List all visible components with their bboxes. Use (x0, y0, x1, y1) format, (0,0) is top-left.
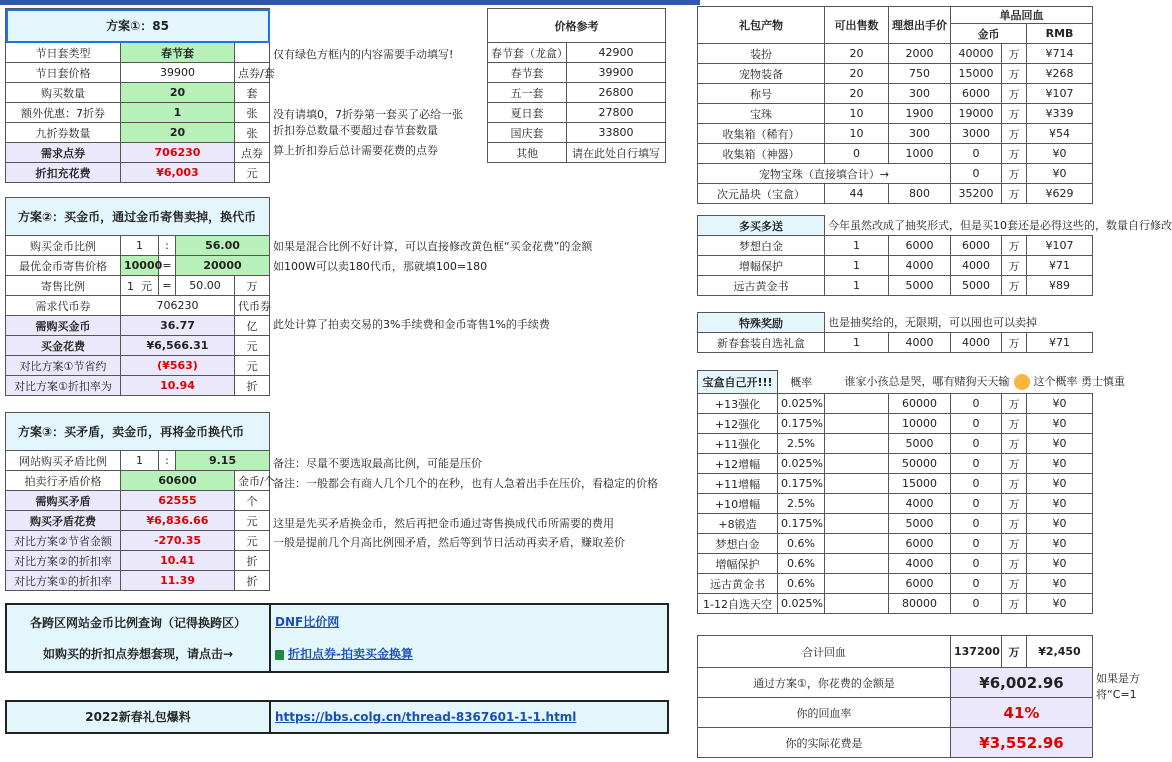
lottery-gold[interactable]: 0 (951, 554, 1002, 574)
price-ref-table (487, 8, 666, 163)
lottery-name: +10增幅 (698, 494, 778, 514)
unit: 万 (1002, 514, 1027, 534)
convert-link-wrap[interactable] (275, 645, 413, 662)
lottery-rmb: ¥0 (1027, 474, 1093, 494)
plan2-save-value: (¥563) (121, 356, 235, 376)
unit: 万 (1002, 276, 1027, 296)
plan3-disc2-label: 对比方案②的折扣率 (6, 551, 121, 571)
summary-table (697, 635, 1093, 758)
lottery-price[interactable]: 6000 (889, 534, 951, 554)
lottery-prob: 0.175% (778, 514, 825, 534)
special-gold: 4000 (951, 333, 1002, 353)
product-price[interactable]: 300 (889, 124, 951, 144)
plan3-ratio-input[interactable]: 9.15 (176, 451, 270, 471)
lottery-price[interactable]: 60000 (889, 394, 951, 414)
price-ref-name: 春节套（龙盒） (488, 43, 567, 63)
news-box (5, 700, 669, 734)
plan1-note-3: 折扣券总数量不要超过春节套数量 (273, 124, 438, 137)
plan2-note-1: 如果是混合比例不好计算，可以直接修改黄色框“买金花费”的金额 (273, 240, 593, 253)
lottery-prob: 0.025% (778, 454, 825, 474)
plan2-coupon-value: 706230 (121, 296, 235, 316)
plan2-save-label: 对比方案①节省约 (6, 356, 121, 376)
product-name: 收集箱（稀有） (698, 124, 825, 144)
plan1-90-label: 九折券数量 (6, 123, 121, 143)
price-ref-price: 26800 (567, 83, 666, 103)
multibuy-gold: 5000 (951, 276, 1002, 296)
lottery-prob: 0.6% (778, 574, 825, 594)
unit: 个 (235, 491, 270, 511)
unit: 元 (141, 279, 152, 293)
multibuy-name: 梦想白金 (698, 236, 825, 256)
unit: 万 (1002, 474, 1027, 494)
price-ref-price: 39900 (567, 63, 666, 83)
lottery-rmb: ¥0 (1027, 534, 1093, 554)
plan3-disc2-value: 10.41 (121, 551, 235, 571)
unit: 万 (1002, 124, 1027, 144)
summary-spend-label: 通过方案①，你花费的金额是 (698, 668, 951, 698)
product-gold: 40000 (951, 44, 1002, 64)
special-price[interactable]: 4000 (889, 333, 951, 353)
product-rmb: ¥339 (1027, 104, 1093, 124)
unit: 点券/套 (235, 63, 270, 83)
lottery-gold[interactable]: 0 (951, 594, 1002, 614)
lottery-prob-label: 概率 (790, 375, 813, 389)
plan2-best-label: 最优金币寄售价格 (6, 256, 121, 276)
product-gold: 6000 (951, 84, 1002, 104)
unit: 万 (1002, 494, 1027, 514)
unit: 元 (235, 356, 270, 376)
products-header-count: 可出售数 (825, 7, 889, 44)
lottery-name: +13强化 (698, 394, 778, 414)
plan3-disc1-label: 对比方案①的折扣率 (6, 571, 121, 591)
dnf-price-link[interactable]: DNF比价网 (275, 615, 340, 629)
unit: 亿 (235, 316, 270, 336)
plan2-gold-label: 需购买金币 (6, 316, 121, 336)
products-table (697, 6, 1093, 204)
product-price[interactable]: 1900 (889, 104, 951, 124)
pet-orb-gold[interactable]: 0 (951, 164, 1002, 184)
product-count[interactable]: 20 (825, 84, 889, 104)
plan1-70-label: 额外优惠：7折券 (6, 103, 121, 123)
convert-link[interactable]: 折扣点券-拍卖买金换算 (288, 647, 413, 661)
unit: 万 (1002, 236, 1027, 256)
plan2-consign-a: 1 (127, 279, 134, 293)
multibuy-table (697, 215, 1172, 296)
unit: 万 (1002, 534, 1027, 554)
multibuy-name: 远古黄金书 (698, 276, 825, 296)
product-count[interactable]: 10 (825, 104, 889, 124)
product-count[interactable]: 10 (825, 124, 889, 144)
sep: : (159, 236, 176, 256)
plan2-title: 方案②：买金币，通过金币寄售卖掉，换代币 (6, 198, 270, 236)
unit: 折 (235, 376, 270, 396)
special-name: 新春套装自选礼盒 (698, 333, 825, 353)
summary-total-gold: 137200 (951, 636, 1002, 668)
lottery-price[interactable]: 4000 (889, 494, 951, 514)
plan3-auction-input[interactable]: 60600 (121, 471, 235, 491)
special-note: 也是抽奖给的，无限期，可以囤也可以卖掉 (828, 316, 1037, 330)
plan1-70-input[interactable]: 1 (121, 103, 235, 123)
unit: 元 (235, 531, 270, 551)
links-left-2: 如购买的折扣点券想套现，请点击→ (42, 647, 234, 661)
unit: 元 (235, 163, 270, 183)
summary-spend-value: ¥6,002.96 (951, 668, 1093, 698)
unit: 万 (1002, 636, 1027, 668)
unit: 万 (1002, 454, 1027, 474)
unit: 万 (1002, 104, 1027, 124)
plan2-note-3: 此处计算了拍卖交易的3%手续费和金币寄售1%的手续费 (273, 318, 550, 331)
multibuy-gold: 6000 (951, 236, 1002, 256)
plan3-auction-label: 拍卖行矛盾价格 (6, 471, 121, 491)
product-name: 宠物装备 (698, 64, 825, 84)
special-table (697, 312, 1093, 353)
lottery-prob: 2.5% (778, 494, 825, 514)
lottery-price[interactable]: 10000 (889, 414, 951, 434)
lottery-name: 梦想白金 (698, 534, 778, 554)
unit: 元 (235, 511, 270, 531)
plan1-need-value: 706230 (121, 143, 235, 163)
lottery-note-a: 谁家小孩总是哭，哪有赌狗天天输 (844, 375, 1010, 389)
multibuy-count[interactable]: 1 (825, 276, 889, 296)
top-status-strip (0, 0, 700, 5)
unit: 万 (1002, 184, 1027, 204)
plan1-note-2: 没有请填0，7折券第一套买了必给一张 (273, 108, 463, 121)
lottery-prob: 0.6% (778, 534, 825, 554)
plan2-consign-label: 寄售比例 (6, 276, 121, 296)
special-count[interactable]: 1 (825, 333, 889, 353)
lottery-gold[interactable]: 0 (951, 514, 1002, 534)
news-url-link[interactable]: https://bbs.colg.cn/thread-8367601-1-1.html (275, 710, 577, 724)
lottery-name: +11增幅 (698, 474, 778, 494)
plan1-title[interactable]: 方案①：85 (6, 9, 270, 43)
special-header: 特殊奖励 (698, 313, 825, 333)
product-count[interactable]: 0 (825, 144, 889, 164)
plan1-qty-label: 购买数量 (6, 83, 121, 103)
multibuy-name: 增幅保护 (698, 256, 825, 276)
unit: 万 (1002, 144, 1027, 164)
products-header-rmb: RMB (1027, 24, 1093, 44)
lottery-prob: 0.025% (778, 594, 825, 614)
plan3-disc1-value: 11.39 (121, 571, 235, 591)
links-left (7, 605, 271, 671)
lottery-rmb: ¥0 (1027, 454, 1093, 474)
lottery-rmb: ¥0 (1027, 574, 1093, 594)
product-name: 次元晶块（宝盒） (698, 184, 825, 204)
product-gold: 0 (951, 144, 1002, 164)
lottery-name: +12增幅 (698, 454, 778, 474)
lottery-price[interactable]: 80000 (889, 594, 951, 614)
summary-side-note-1: 如果是方 (1096, 672, 1140, 685)
pet-orb-rmb: ¥0 (1027, 164, 1093, 184)
price-ref-name: 夏日套 (488, 103, 567, 123)
plan3-table (5, 412, 275, 591)
plan1-need-label: 需求点券 (6, 143, 121, 163)
plan1-qty-input[interactable]: 20 (121, 83, 235, 103)
special-rmb: ¥71 (1027, 333, 1093, 353)
lottery-gold[interactable]: 0 (951, 574, 1002, 594)
lottery-prob: 0.175% (778, 414, 825, 434)
unit: 折 (235, 551, 270, 571)
plan3-note-1: 备注：尽量不要选取最高比例，可能是压价 (273, 457, 482, 470)
unit: 万 (1002, 594, 1027, 614)
unit: 张 (235, 123, 270, 143)
lottery-gold[interactable]: 0 (951, 434, 1002, 454)
product-rmb: ¥54 (1027, 124, 1093, 144)
lottery-price[interactable]: 5000 (889, 434, 951, 454)
unit: 套 (235, 83, 270, 103)
product-rmb: ¥268 (1027, 64, 1093, 84)
price-ref-name: 五一套 (488, 83, 567, 103)
product-gold: 3000 (951, 124, 1002, 144)
lottery-gold[interactable]: 0 (951, 394, 1002, 414)
plan1-price-label: 节日套价格 (6, 63, 121, 83)
product-count[interactable]: 44 (825, 184, 889, 204)
plan2-cost-value[interactable]: ¥6,566.31 (121, 336, 235, 356)
lottery-name: 远古黄金书 (698, 574, 778, 594)
plan3-need-label: 需购买矛盾 (6, 491, 121, 511)
product-rmb: ¥714 (1027, 44, 1093, 64)
plan3-save-label: 对比方案②节省金额 (6, 531, 121, 551)
plan1-90-input[interactable]: 20 (121, 123, 235, 143)
product-name: 称号 (698, 84, 825, 104)
lottery-price[interactable]: 15000 (889, 474, 951, 494)
lottery-name: 增幅保护 (698, 554, 778, 574)
plan3-cost-value: ¥6,836.66 (121, 511, 235, 531)
unit: 万 (1002, 414, 1027, 434)
product-gold: 35200 (951, 184, 1002, 204)
price-ref-title: 价格参考 (488, 9, 666, 43)
sep: = (159, 276, 176, 296)
summary-actual-value: ¥3,552.96 (951, 728, 1093, 758)
lottery-prob: 2.5% (778, 434, 825, 454)
unit (235, 43, 270, 63)
plan3-need-value: 62555 (121, 491, 235, 511)
unit: 折 (235, 571, 270, 591)
unit: 万 (1002, 554, 1027, 574)
product-gold: 19000 (951, 104, 1002, 124)
products-header-single: 单品回血 (951, 7, 1093, 24)
plan2-gold-value: 36.77 (121, 316, 235, 336)
unit: 万 (1002, 64, 1027, 84)
multibuy-rmb: ¥71 (1027, 256, 1093, 276)
lottery-price[interactable]: 6000 (889, 574, 951, 594)
product-name: 装扮 (698, 44, 825, 64)
lottery-price[interactable]: 50000 (889, 454, 951, 474)
summary-rate-label: 你的回血率 (698, 698, 951, 728)
product-gold: 15000 (951, 64, 1002, 84)
links-left-1: 各跨区网站金币比例查询（记得换跨区） (29, 616, 246, 630)
lottery-name: 1-12自选天空 (698, 594, 778, 614)
plan2-best-a-input[interactable]: 10000 (121, 256, 159, 276)
multibuy-price[interactable]: 4000 (889, 256, 951, 276)
plan3-ratio-label: 网站购买矛盾比例 (6, 451, 121, 471)
summary-side-note-2: 将“C=1 (1096, 688, 1137, 701)
lottery-rmb: ¥0 (1027, 394, 1093, 414)
plan1-note-1: 仅有绿色方框内的内容需要手动填写! (273, 48, 454, 61)
product-name: 收集箱（神器） (698, 144, 825, 164)
unit: 代币券 (235, 296, 270, 316)
lottery-name: +12强化 (698, 414, 778, 434)
multibuy-price[interactable]: 5000 (889, 276, 951, 296)
links-box (5, 603, 669, 673)
lottery-rmb: ¥0 (1027, 514, 1093, 534)
lottery-gold[interactable]: 0 (951, 454, 1002, 474)
product-price[interactable]: 1000 (889, 144, 951, 164)
plan1-table (5, 8, 275, 183)
lottery-name: +8锻造 (698, 514, 778, 534)
product-price[interactable]: 800 (889, 184, 951, 204)
price-ref-price: 42900 (567, 43, 666, 63)
price-ref-price: 27800 (567, 103, 666, 123)
lottery-prob: 0.025% (778, 394, 825, 414)
unit: 张 (235, 103, 270, 123)
lottery-gold[interactable]: 0 (951, 494, 1002, 514)
unit: 万 (1002, 164, 1027, 184)
products-header-gold: 金币 (951, 24, 1027, 44)
multibuy-rmb: ¥89 (1027, 276, 1093, 296)
lottery-prob: 0.175% (778, 474, 825, 494)
multibuy-count[interactable]: 1 (825, 236, 889, 256)
lottery-note-b: 这个概率 勇士慎重 (1033, 375, 1125, 389)
plan3-title: 方案③：买矛盾，卖金币，再将金币换代币 (6, 413, 270, 451)
lottery-price[interactable]: 5000 (889, 514, 951, 534)
lottery-prob: 0.6% (778, 554, 825, 574)
plan2-note-2: 如100W可以卖180代币，那就填100=180 (273, 260, 488, 273)
plan3-note-4: 一般是提前几个月高比例囤矛盾，然后等到节日活动再卖矛盾，赚取差价 (273, 536, 625, 549)
plan1-note-4: 算上折扣券后总计需要花费的点券 (273, 144, 438, 157)
product-rmb: ¥629 (1027, 184, 1093, 204)
products-header-price: 理想出手价 (889, 7, 951, 44)
products-header-name: 礼包产物 (698, 7, 825, 44)
product-name: 宝珠 (698, 104, 825, 124)
plan2-consign-b: 50.00 (176, 276, 235, 296)
price-ref-name: 春节套 (488, 63, 567, 83)
price-ref-name: 国庆套 (488, 123, 567, 143)
sep: : (159, 451, 176, 471)
plan1-type-label: 节日套类型 (6, 43, 121, 63)
price-ref-price-custom[interactable]: 请在此处自行填写 (567, 143, 666, 163)
plan3-save-value: -270.35 (121, 531, 235, 551)
lottery-name: +11强化 (698, 434, 778, 454)
summary-total-label: 合计回血 (698, 636, 951, 668)
plan2-ratio-input[interactable]: 56.00 (176, 236, 270, 256)
unit: 元 (235, 336, 270, 356)
product-price[interactable]: 2000 (889, 44, 951, 64)
product-price[interactable]: 300 (889, 84, 951, 104)
lottery-gold[interactable]: 0 (951, 534, 1002, 554)
lottery-rmb: ¥0 (1027, 434, 1093, 454)
lottery-rmb: ¥0 (1027, 414, 1093, 434)
plan3-note-3: 这里是先买矛盾换金币，然后再把金币通过寄售换成代币所需要的费用 (273, 517, 614, 530)
news-label: 2022新春礼包爆料 (7, 702, 271, 732)
summary-actual-label: 你的实际花费是 (698, 728, 951, 758)
multibuy-header: 多买多送 (698, 216, 825, 236)
sep: = (159, 256, 176, 276)
unit: 万 (1002, 44, 1027, 64)
multibuy-gold: 4000 (951, 256, 1002, 276)
product-price[interactable]: 750 (889, 64, 951, 84)
plan2-ratio-label: 购买金币比例 (6, 236, 121, 256)
plan1-type-input[interactable]: 春节套 (121, 43, 235, 63)
plan3-ratio-a: 1 (121, 451, 159, 471)
multibuy-rmb: ¥107 (1027, 236, 1093, 256)
plan2-table (5, 197, 270, 396)
sheet-icon (275, 650, 284, 660)
lottery-rmb: ¥0 (1027, 594, 1093, 614)
price-ref-name: 其他 (488, 143, 567, 163)
unit: 万 (235, 276, 270, 296)
product-count[interactable]: 20 (825, 64, 889, 84)
product-rmb: ¥107 (1027, 84, 1093, 104)
chick-emoji-icon (1014, 374, 1030, 390)
multibuy-note: 今年虽然改成了抽奖形式，但是买10套还是必得这些的，数量自行修改 (828, 219, 1172, 233)
unit: 万 (1002, 333, 1027, 353)
unit: 万 (1002, 84, 1027, 104)
lottery-gold[interactable]: 0 (951, 414, 1002, 434)
plan1-cost-value: ¥6,003 (121, 163, 235, 183)
multibuy-count[interactable]: 1 (825, 256, 889, 276)
lottery-rmb: ¥0 (1027, 494, 1093, 514)
lottery-gold[interactable]: 0 (951, 474, 1002, 494)
summary-rate-value: 41% (951, 698, 1093, 728)
pet-orb-label: 宠物宝珠（直接填合计）→ (698, 164, 951, 184)
plan2-best-b-input[interactable]: 20000 (176, 256, 270, 276)
plan2-disc-label: 对比方案①折扣率为 (6, 376, 121, 396)
lottery-table (697, 370, 1125, 614)
multibuy-price[interactable]: 6000 (889, 236, 951, 256)
plan2-cost-label: 买金花费 (6, 336, 121, 356)
unit: 点券 (235, 143, 270, 163)
plan2-disc-value: 10.94 (121, 376, 235, 396)
unit: 万 (1002, 394, 1027, 414)
lottery-rmb: ¥0 (1027, 554, 1093, 574)
lottery-price[interactable]: 4000 (889, 554, 951, 574)
product-count[interactable]: 20 (825, 44, 889, 64)
summary-total-rmb: ¥2,450 (1027, 636, 1093, 668)
plan2-ratio-a: 1 (121, 236, 159, 256)
plan1-price-value: 39900 (121, 63, 235, 83)
unit: 万 (1002, 256, 1027, 276)
product-rmb: ¥0 (1027, 144, 1093, 164)
price-ref-price: 33800 (567, 123, 666, 143)
plan3-cost-label: 购买矛盾花费 (6, 511, 121, 531)
plan3-note-2: 备注：一般都会有商人几个几个的在秒，也有人急着出手在压价，看稳定的价格 (273, 477, 658, 490)
unit: 万 (1002, 434, 1027, 454)
unit: 万 (1002, 574, 1027, 594)
plan1-cost-label: 折扣充花费 (6, 163, 121, 183)
unit: 金币/个 (235, 471, 270, 491)
plan2-coupon-label: 需求代币券 (6, 296, 121, 316)
lottery-header: 宝盒自己开!!! (698, 371, 778, 394)
